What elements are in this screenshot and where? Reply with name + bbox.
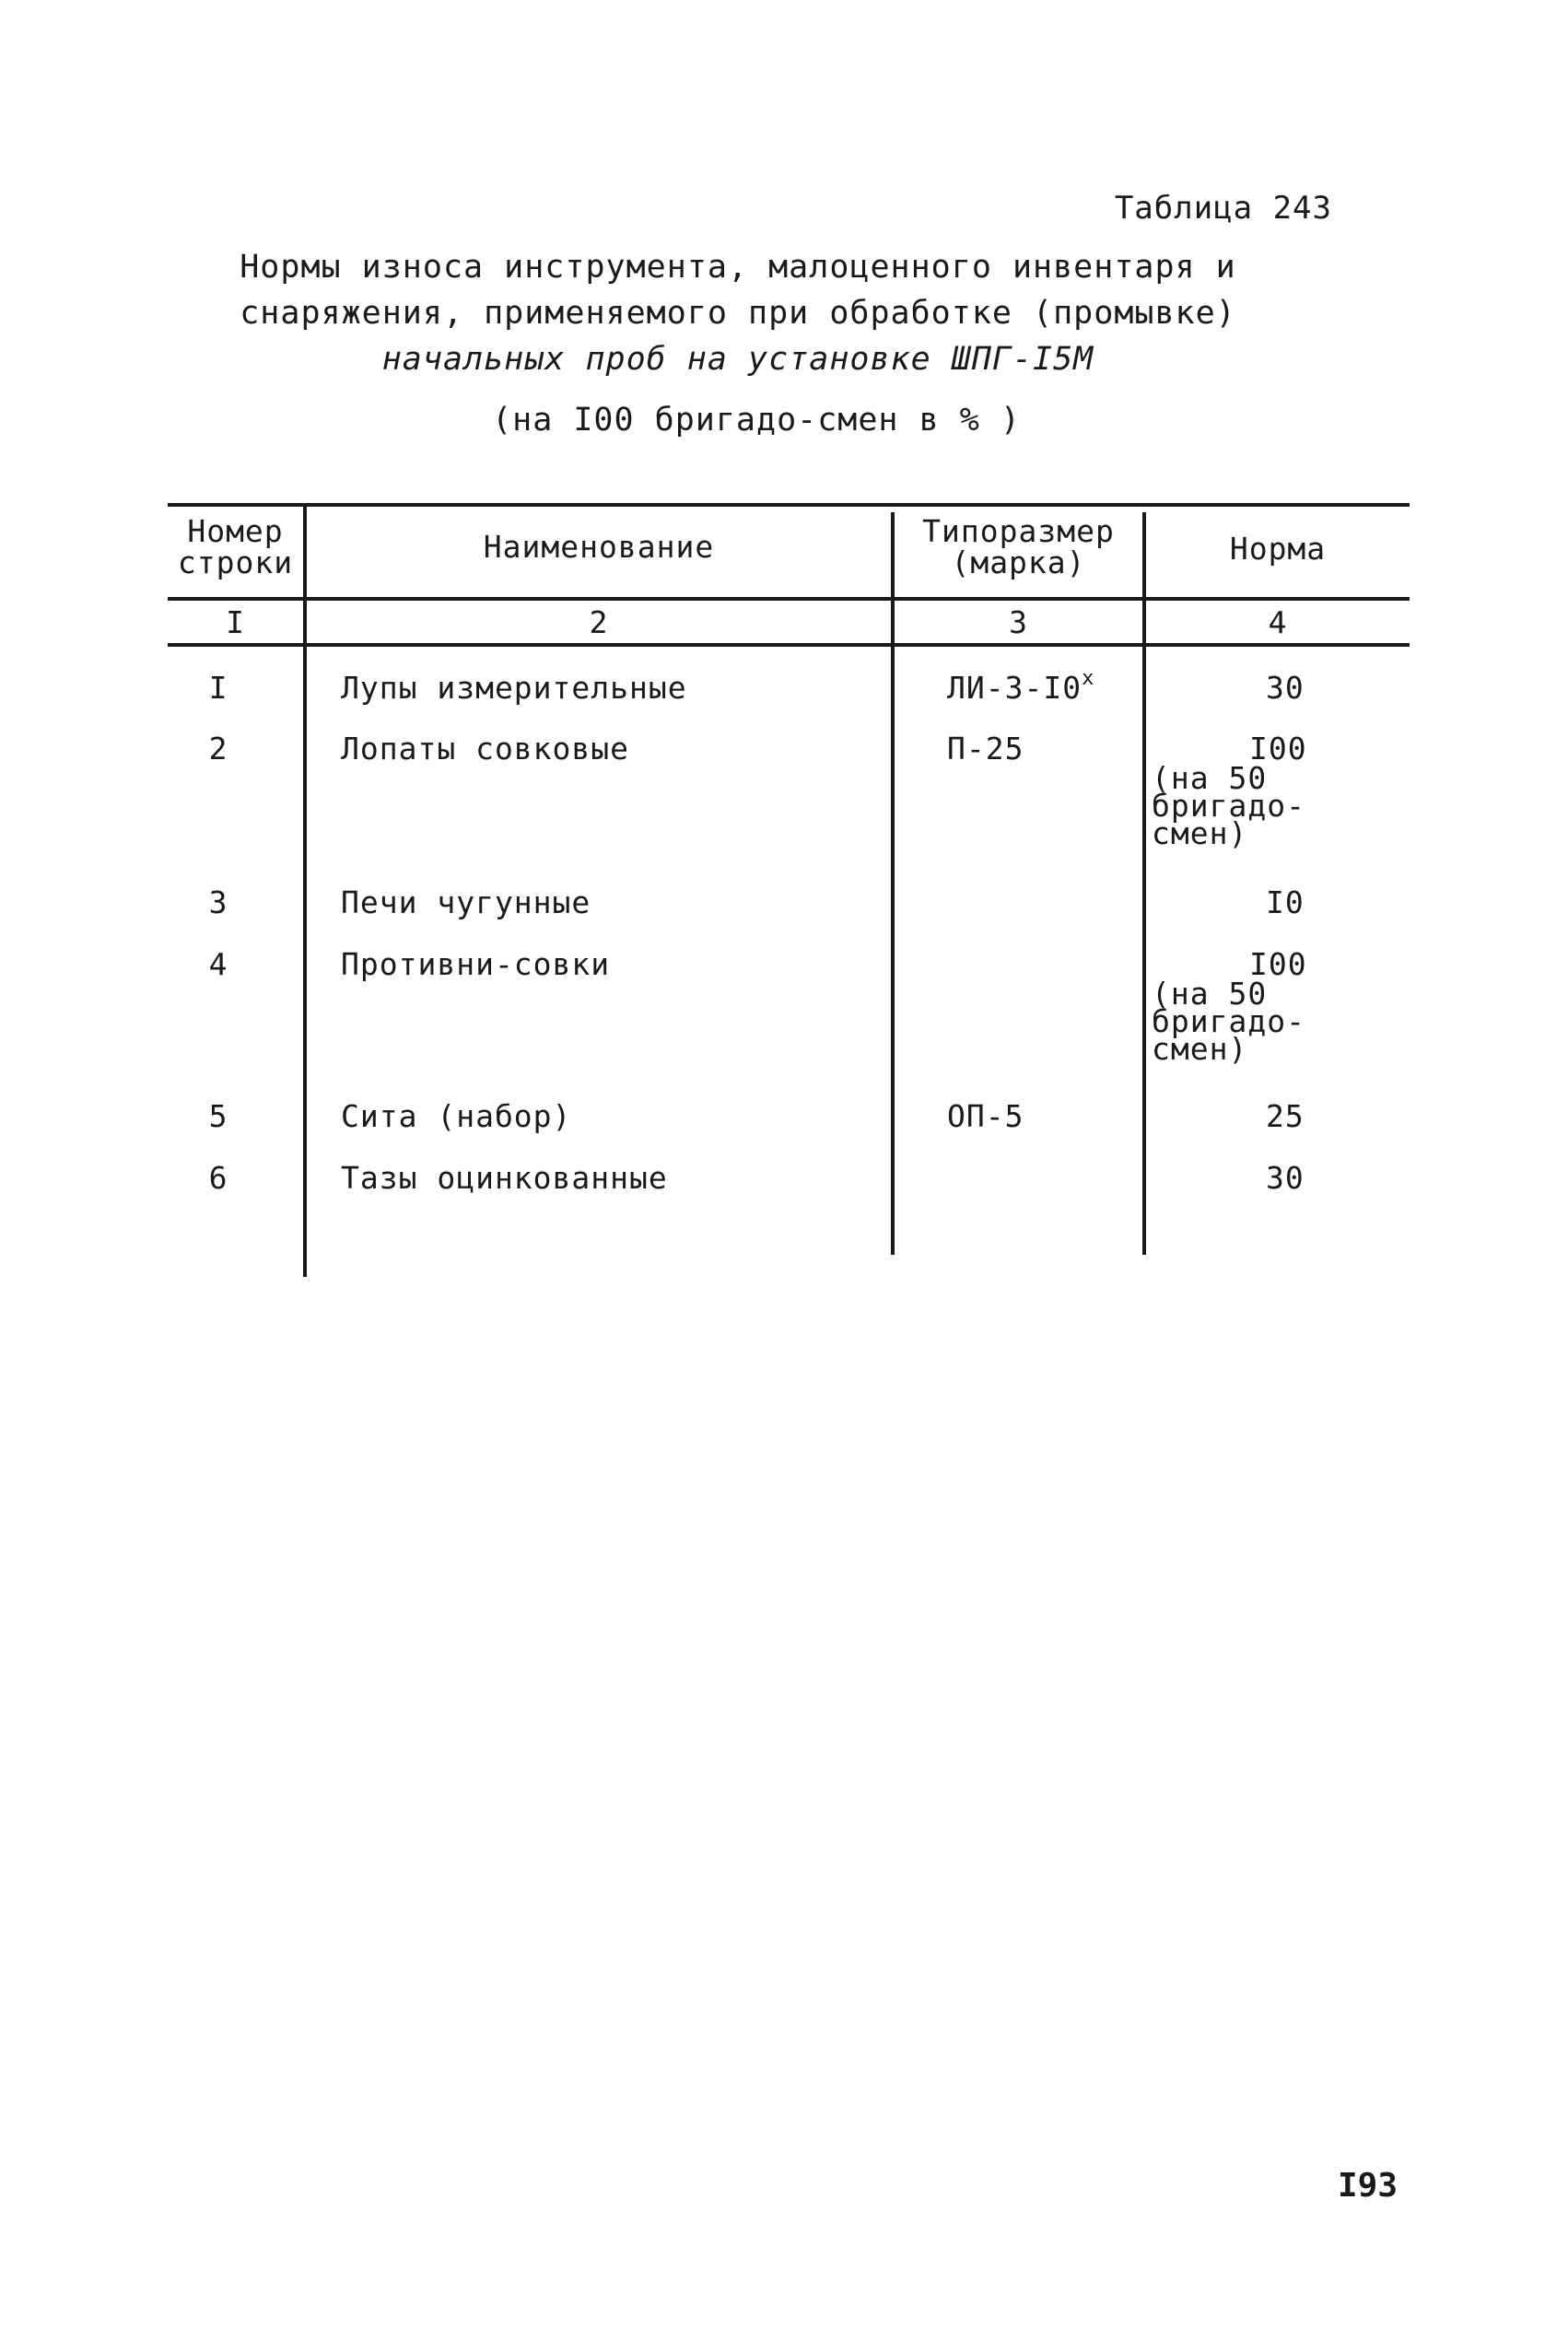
type-size-footnote-mark: x bbox=[1082, 667, 1095, 690]
page-number: I93 bbox=[1338, 2167, 1398, 2205]
item-name: Противни-совки bbox=[341, 946, 611, 982]
norm-note-line: бригадо- bbox=[1152, 788, 1305, 824]
column-number-4: 4 bbox=[1268, 604, 1288, 640]
row-number: 6 bbox=[208, 1160, 228, 1196]
item-norm: I0 bbox=[1266, 884, 1305, 920]
norm-note-line: (на 50 bbox=[1152, 760, 1268, 796]
row-number: 5 bbox=[208, 1098, 228, 1134]
table-number: Таблица 243 bbox=[1114, 190, 1332, 227]
norm-note-line: смен) bbox=[1152, 1031, 1248, 1067]
item-name: Лупы измерительные bbox=[341, 670, 687, 706]
row-number: 2 bbox=[208, 731, 228, 767]
column-header-type-size bbox=[895, 513, 1142, 580]
item-norm: 25 bbox=[1266, 1098, 1305, 1134]
row-number: I bbox=[208, 670, 228, 706]
item-type-size: ОП-5 bbox=[947, 1098, 1024, 1134]
column-number-1: I bbox=[226, 604, 245, 640]
item-norm: I00 bbox=[1249, 946, 1307, 982]
norm-note-line: бригадо- bbox=[1152, 1003, 1305, 1039]
item-name: Лопаты совковые bbox=[341, 731, 630, 767]
column-header-norm: Норма bbox=[1229, 531, 1327, 567]
item-type-size: П-25 bbox=[947, 731, 1024, 767]
table-title-line-2: снаряжения, применяемого при обработке (промывке) bbox=[240, 295, 1236, 332]
item-name: Сита (набор) bbox=[341, 1098, 572, 1134]
column-header-row-number bbox=[168, 513, 303, 580]
item-type-size bbox=[947, 667, 1095, 706]
norm-note-line: смен) bbox=[1152, 815, 1248, 851]
row-number: 4 bbox=[208, 946, 228, 982]
table-number-row-rule bbox=[168, 643, 1410, 647]
item-norm: 30 bbox=[1266, 1160, 1305, 1196]
column-header-text: строки bbox=[177, 544, 294, 580]
column-header-text: Номер bbox=[187, 513, 284, 549]
column-number-3: 3 bbox=[1009, 604, 1028, 640]
item-name: Тазы оцинкованные bbox=[341, 1160, 668, 1196]
norm-note-line: (на 50 bbox=[1152, 976, 1268, 1012]
table-unit-note: (на I00 бригадо-смен в % ) bbox=[492, 402, 1021, 439]
table-title-line-1: Нормы износа инструмента, малоценного инвентаря и bbox=[240, 249, 1236, 286]
table-header-rule bbox=[168, 597, 1410, 601]
column-header-name: Наименование bbox=[483, 529, 715, 565]
item-name: Печи чугунные bbox=[341, 884, 591, 920]
column-number-2: 2 bbox=[589, 604, 609, 640]
column-header-text: (марка) bbox=[951, 544, 1086, 580]
type-size-text: ЛИ-3-I0 bbox=[947, 670, 1082, 706]
item-norm: I00 bbox=[1249, 731, 1307, 767]
item-norm: 30 bbox=[1266, 670, 1305, 706]
column-header-text: Типоразмер bbox=[922, 513, 1115, 549]
row-number: 3 bbox=[208, 884, 228, 920]
table-title-line-3: начальных проб на установке ШПГ-I5М bbox=[381, 341, 1094, 378]
table-top-rule bbox=[168, 503, 1410, 507]
item-norm-note bbox=[1152, 760, 1305, 851]
item-norm-note bbox=[1152, 976, 1305, 1067]
